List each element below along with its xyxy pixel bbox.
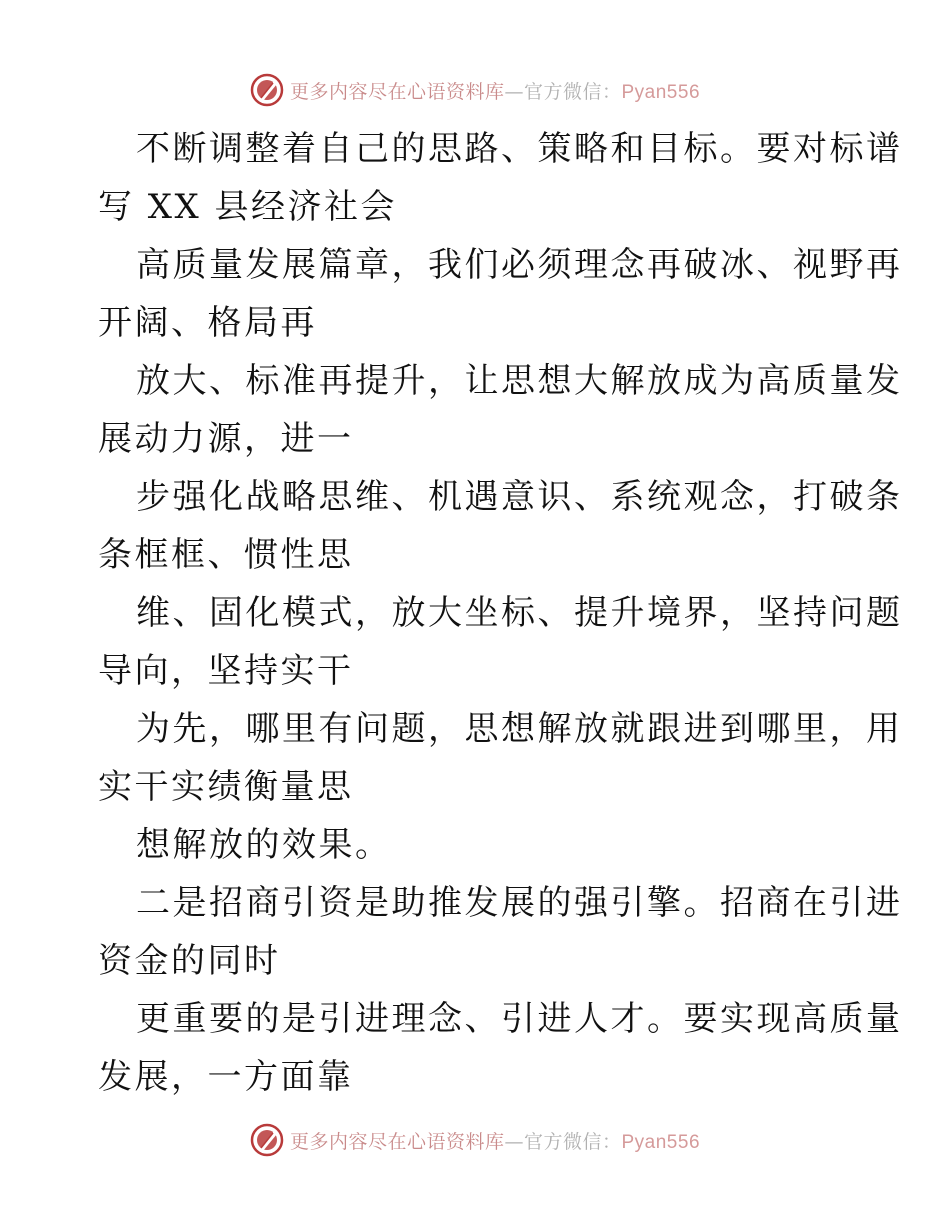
text-line: 高质量发展篇章，我们必须理念再破冰、视野再	[136, 245, 903, 285]
watermark-separator: —	[504, 80, 524, 103]
text-line: 条框框、惯性思	[98, 535, 354, 575]
header-watermark	[0, 70, 950, 110]
text-line: 展动力源，进一	[98, 419, 354, 459]
watermark-text	[290, 77, 700, 104]
watermark-text	[290, 1127, 700, 1154]
watermark-id: Pyan556	[621, 81, 701, 103]
watermark-group	[250, 1123, 700, 1157]
text-line: 导向，坚持实干	[98, 651, 354, 691]
watermark-official: 官方微信：	[523, 1130, 622, 1153]
text-line: 二是招商引资是助推发展的强引擎。招商在引进	[136, 883, 903, 923]
text-line: 发展，一方面靠	[98, 1057, 354, 1097]
watermark-group	[250, 73, 700, 107]
watermark-official: 官方微信：	[523, 80, 622, 103]
text-line: 资金的同时	[98, 941, 281, 981]
watermark-brand: 更多内容尽在心语资料库	[289, 80, 505, 103]
watermark-separator: —	[504, 1130, 524, 1153]
text-line: 放大、标准再提升，让思想大解放成为高质量发	[136, 361, 903, 401]
document-body	[98, 120, 903, 1106]
text-line: 不断调整着自己的思路、策略和目标。要对标谱	[136, 129, 903, 169]
text-line: 开阔、格局再	[98, 303, 317, 343]
watermark-id: Pyan556	[621, 1131, 701, 1153]
quill-pen-icon	[250, 1123, 284, 1157]
text-line: 为先，哪里有问题，思想解放就跟进到哪里，用	[136, 709, 903, 749]
footer-watermark	[0, 1120, 950, 1160]
text-line: 维、固化模式，放大坐标、提升境界，坚持问题	[136, 593, 903, 633]
text-line: 写 XX 县经济社会	[98, 187, 398, 227]
quill-pen-icon	[250, 73, 284, 107]
text-line: 步强化战略思维、机遇意识、系统观念，打破条	[136, 477, 903, 517]
text-line: 想解放的效果。	[136, 825, 392, 865]
watermark-brand: 更多内容尽在心语资料库	[289, 1130, 505, 1153]
text-line: 更重要的是引进理念、引进人才。要实现高质量	[136, 999, 903, 1039]
text-line: 实干实绩衡量思	[98, 767, 354, 807]
